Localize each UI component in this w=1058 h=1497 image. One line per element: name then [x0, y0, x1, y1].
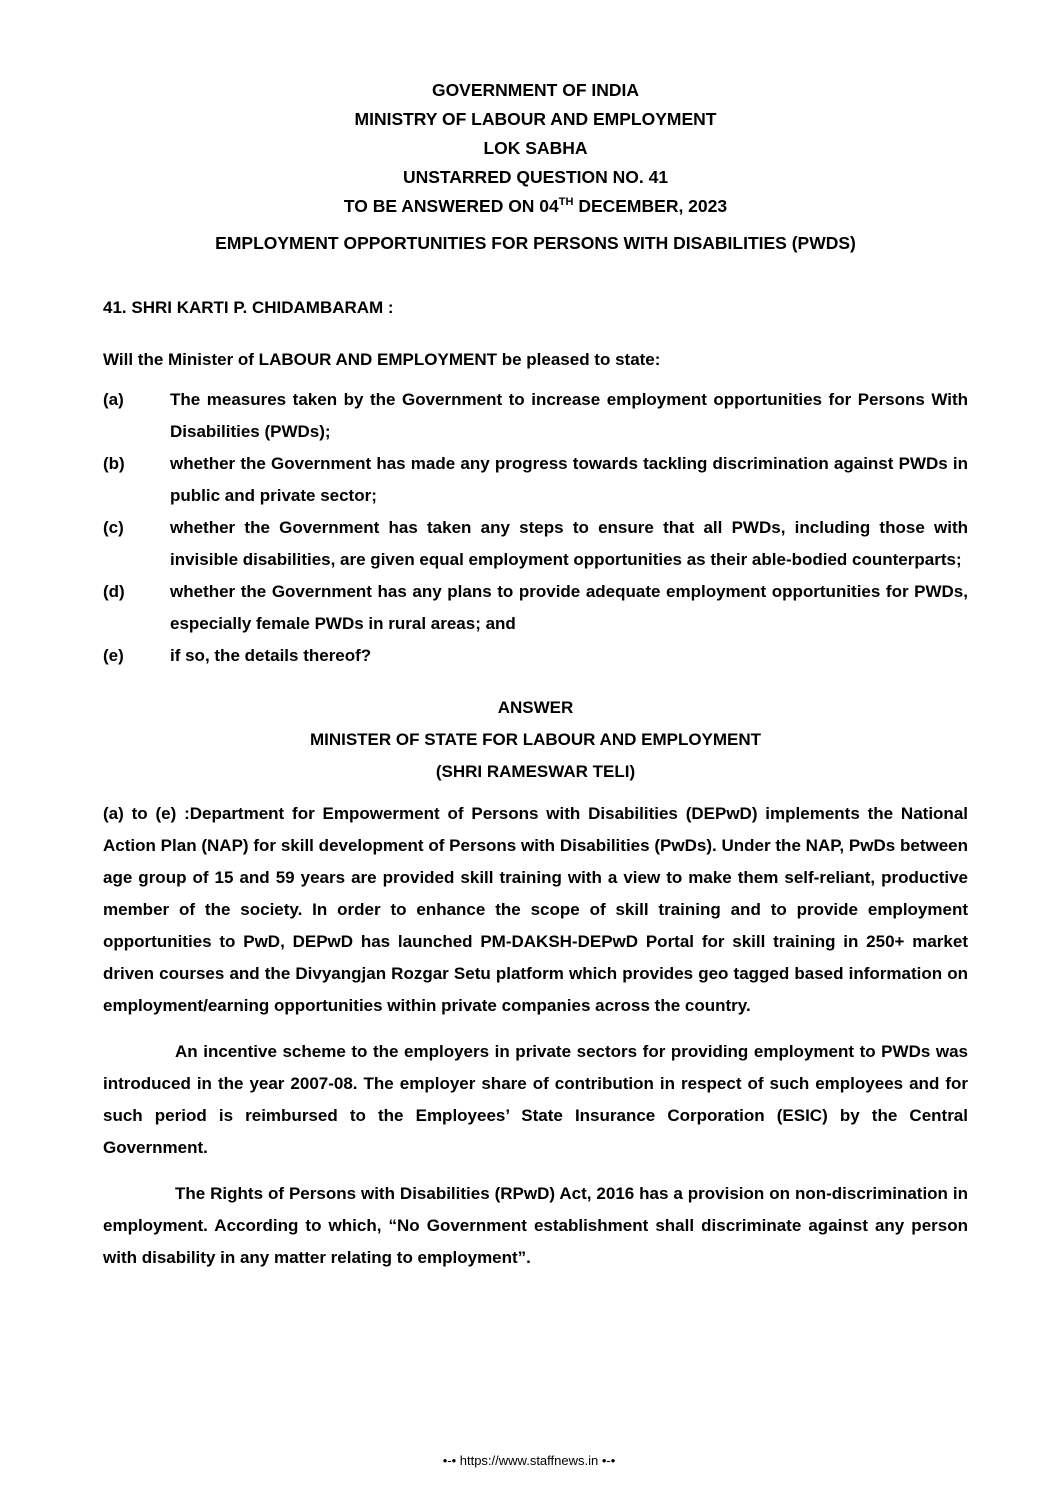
question-item-text: whether the Government has any plans to provide adequate employment opportunities for PWDs, especially female PWDs in rural areas; and [170, 582, 968, 633]
document-header [103, 76, 968, 258]
question-item-label: (d) [103, 582, 125, 601]
question-item-text: The measures taken by the Government to increase employment opportunities for Persons With Disabilities (PWDs); [170, 390, 968, 441]
title-house: LOK SABHA [483, 138, 588, 158]
question-item-label: (b) [103, 454, 125, 473]
answer-date-prefix: TO BE ANSWERED ON 04 [343, 196, 559, 216]
question-item-text: whether the Government has made any progress towards tackling discrimination against PWDs in public and private sector; [170, 454, 968, 505]
question-item-c [103, 512, 968, 576]
answer-date-suffix: DECEMBER, 2023 [573, 196, 728, 216]
question-item-b [103, 448, 968, 512]
answer-heading: ANSWER [497, 698, 574, 717]
question-item-a [103, 384, 968, 448]
question-list [103, 384, 968, 672]
minister-title: MINISTER OF STATE FOR LABOUR AND EMPLOYMENT [309, 730, 762, 749]
answer-paragraph-2: An incentive scheme to the employers in private sectors for providing employment to PWDs was introduced in the year 2007-08. The employer share of contribution in respect of such employees and for such period is reimbursed to the Employees’ State Insurance Corporation (ESIC) by the Central Government. [103, 1042, 968, 1157]
title-question-number: UNSTARRED QUESTION NO. 41 [402, 167, 669, 187]
answer-paragraph-1: (a) to (e) :Department for Empowerment of Persons with Disabilities (DEPwD) implements the National Action Plan (NAP) for skill development of Persons with Disabilities (PwDs). Under the NAP, PwDs between age group of 15 and 59 years are provided skill training with a view to make them self-reliant, productive member of the society. In order to enhance the scope of skill training and to provide employment opportunities to PwD, DEPwD has launched PM-DAKSH-DEPwD Portal for skill training in 250+ market driven courses and the Divyangjan Rozgar Setu platform which provides geo tagged based information on employment/earning opportunities within private companies across the country. [103, 804, 968, 1015]
question-asker: 41. SHRI KARTI P. CHIDAMBARAM : [103, 298, 394, 317]
answer-paragraph-3: The Rights of Persons with Disabilities (RPwD) Act, 2016 has a provision on non-discrimination in employment. According to which, “No Government establishment shall discriminate against any person with disability in any matter relating to employment”. [103, 1184, 968, 1267]
question-intro: Will the Minister of LABOUR AND EMPLOYMENT be pleased to state: [103, 350, 661, 369]
title-government: GOVERNMENT OF INDIA [431, 80, 640, 100]
question-item-label: (e) [103, 646, 124, 665]
answer-date-ordinal: TH [558, 196, 574, 209]
footer-watermark: •-• https://www.staffnews.in •-• [442, 1453, 616, 1468]
minister-name: (SHRI RAMESWAR TELI) [435, 762, 636, 781]
question-item-text: whether the Government has taken any steps to ensure that all PWDs, including those with invisible disabilities, are given equal employment opportunities as their able-bodied counterparts; [170, 518, 968, 569]
question-item-text: if so, the details thereof? [170, 646, 372, 665]
question-item-label: (c) [103, 518, 124, 537]
title-answer-date [103, 192, 968, 221]
subject-title: EMPLOYMENT OPPORTUNITIES FOR PERSONS WITH DISABILITIES (PWDS) [215, 233, 856, 253]
question-item-d [103, 576, 968, 640]
question-item-e [103, 640, 968, 672]
title-ministry: MINISTRY OF LABOUR AND EMPLOYMENT [354, 109, 717, 129]
question-item-label: (a) [103, 390, 124, 409]
